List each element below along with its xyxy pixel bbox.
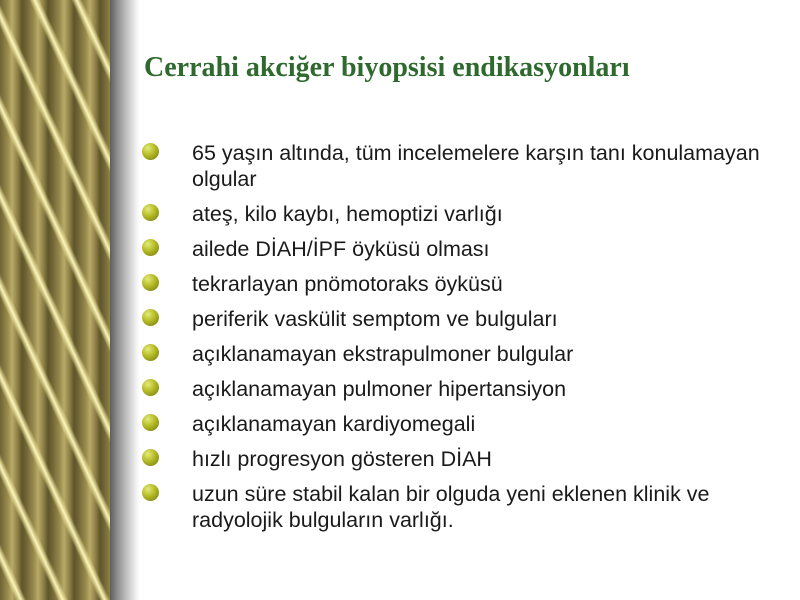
bullet-text: hızlı progresyon gösteren DİAH xyxy=(192,447,492,471)
side-band-shadow xyxy=(110,0,140,600)
bullet-dot-icon xyxy=(142,309,159,326)
bullet-text: ailede DİAH/İPF öyküsü olması xyxy=(192,237,490,261)
bullet-item xyxy=(140,411,780,437)
bullet-dot-icon xyxy=(142,204,159,221)
bullet-list xyxy=(140,140,780,542)
bullet-text: tekrarlayan pnömotoraks öyküsü xyxy=(192,272,503,296)
bullet-dot-icon xyxy=(142,274,159,291)
bullet-text: ateş, kilo kaybı, hemoptizi varlığı xyxy=(192,202,503,226)
bullet-dot-icon xyxy=(142,484,159,501)
bullet-item xyxy=(140,306,780,332)
bullet-dot-icon xyxy=(142,344,159,361)
bullet-item xyxy=(140,236,780,262)
bullet-item xyxy=(140,376,780,402)
bullet-item xyxy=(140,140,780,192)
bullet-text: açıklanamayan pulmoner hipertansiyon xyxy=(192,377,567,401)
bullet-text: periferik vaskülit semptom ve bulguları xyxy=(192,307,558,331)
bullet-item xyxy=(140,271,780,297)
bullet-item xyxy=(140,201,780,227)
bullet-item xyxy=(140,481,780,533)
bullet-dot-icon xyxy=(142,414,159,431)
bullet-item xyxy=(140,446,780,472)
bullet-text: uzun süre stabil kalan bir olguda yeni eklenen klinik ve radyolojik bulguların varlığı. xyxy=(192,482,710,532)
bullet-dot-icon xyxy=(142,143,159,160)
bullet-item xyxy=(140,341,780,367)
bullet-dot-icon xyxy=(142,379,159,396)
bullet-text: açıklanamayan kardiyomegali xyxy=(192,412,476,436)
bullet-text: 65 yaşın altında, tüm incelemelere karşın tanı konulamayan olgular xyxy=(192,141,760,191)
bullet-dot-icon xyxy=(142,239,159,256)
bullet-text: açıklanamayan ekstrapulmoner bulgular xyxy=(192,342,574,366)
bullet-dot-icon xyxy=(142,449,159,466)
slide-title: Cerrahi akciğer biyopsisi endikasyonları xyxy=(144,52,630,83)
decorative-side-band xyxy=(0,0,110,600)
